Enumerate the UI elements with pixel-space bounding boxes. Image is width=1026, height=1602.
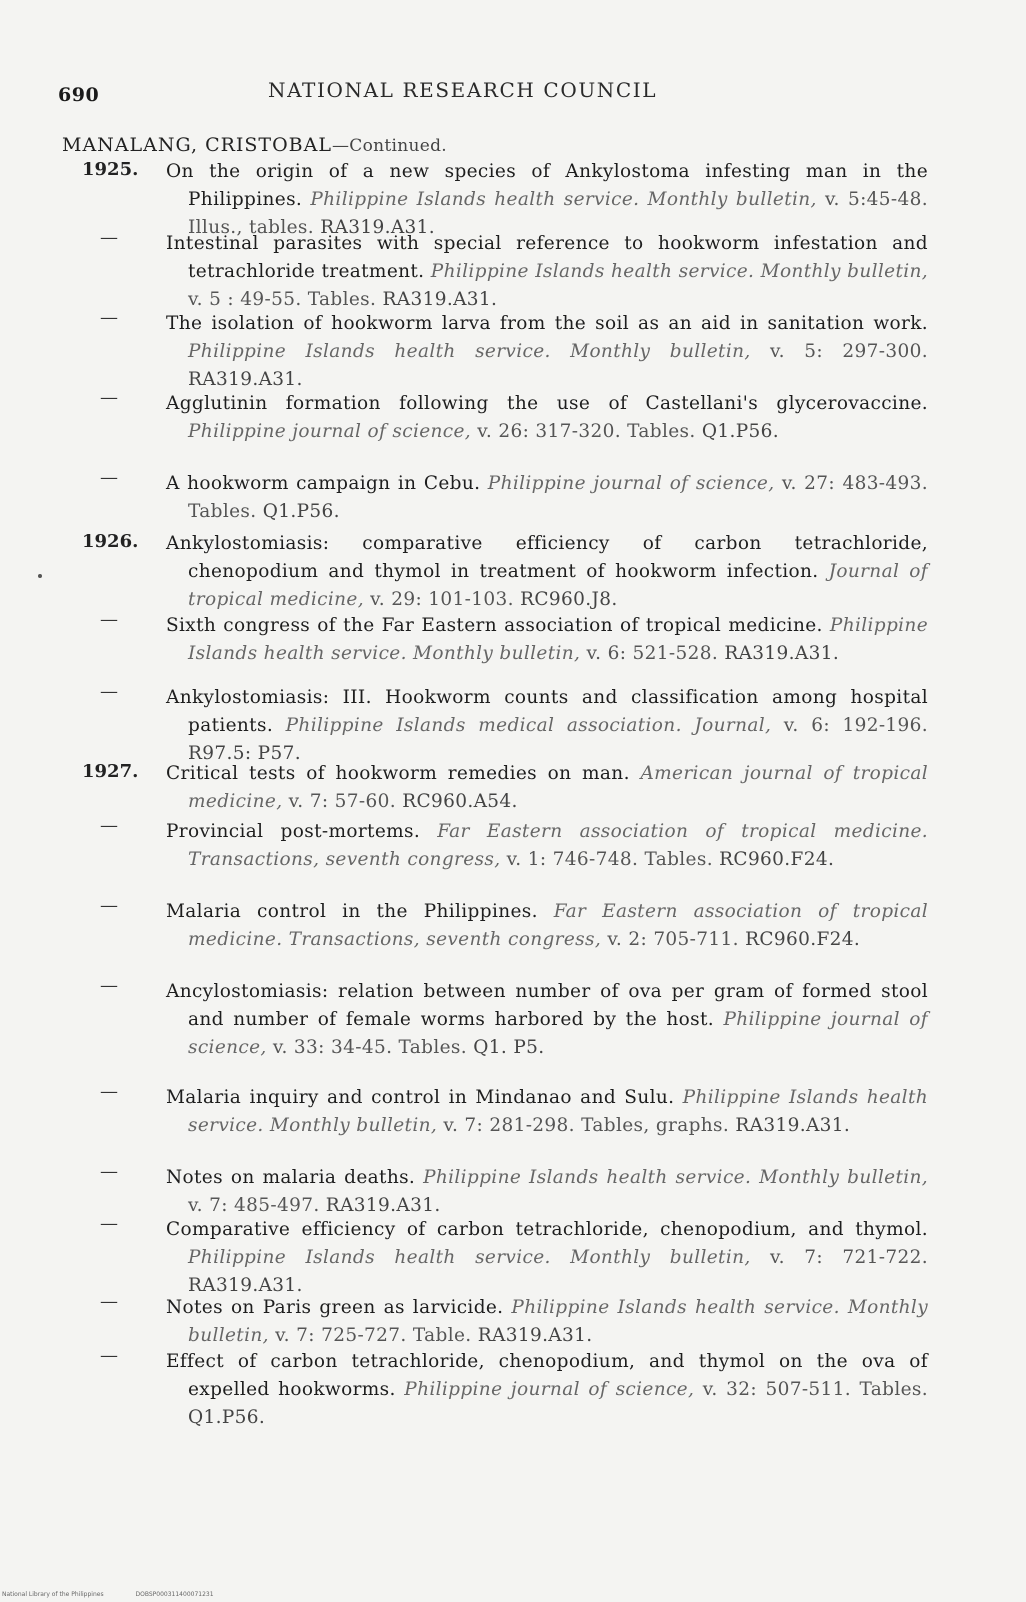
author-heading (62, 134, 447, 156)
entry-dash: — (100, 1345, 118, 1366)
footer-library: National Library of the Philippines (2, 1591, 104, 1598)
entry-details: v. 5: 297-300. (770, 341, 928, 362)
entry-title: The isolation of hookworm larva from the soil as an aid in sanitation work. (166, 313, 928, 334)
entry-source: Philippine Islands health service. Monthly bulletin, (188, 1297, 928, 1346)
entry-details: v. 6: 521-528. (586, 643, 719, 664)
entry-dash: — (100, 1213, 118, 1234)
entry-source: Far Eastern association of tropical medicine. Transactions, seventh congress, (188, 901, 929, 950)
entry-source: American journal of tropical medicine, (188, 763, 928, 812)
entry-source: Philippine Islands health service. Monthly bulletin, (430, 261, 929, 282)
entry-details: v. 1: 746-748. Tables. (506, 849, 713, 870)
entry-title: Intestinal parasites with special reference to hookworm infestation and tetrachloride treatment. (166, 233, 928, 282)
author-name: MANALANG, CRISTOBAL (62, 134, 332, 156)
entry-call-number: Q1.P56. (262, 501, 340, 522)
page-number: 690 (58, 84, 100, 106)
entry-details: v. 7: 721-722. (770, 1247, 928, 1268)
entry-citation (166, 978, 928, 1062)
entry-citation (166, 898, 928, 954)
entry-source: Far Eastern association of tropical medicine. Transactions, seventh congress, (188, 821, 929, 870)
entry-details: v. 7: 485-497. (188, 1195, 320, 1216)
entry-year: 1927. (82, 761, 139, 782)
entry-details: v. 7: 281-298. Tables, graphs. (443, 1115, 730, 1136)
entry-citation (166, 470, 928, 526)
entry-citation (166, 1084, 928, 1140)
entry-title: Effect of carbon tetrachloride, chenopodium, and thymol on the ova of expelled hookworms. (166, 1351, 928, 1400)
entry-dash: — (100, 307, 118, 328)
entry-call-number: RA319.A31. (325, 1195, 441, 1216)
entry-source: Philippine journal of science, (404, 1379, 695, 1400)
entry-dash: — (100, 815, 118, 836)
entry-call-number: RA319.A31. (382, 289, 498, 310)
scan-footer (2, 1591, 244, 1598)
entry-dash: — (100, 609, 118, 630)
entry-source: Philippine Islands health service. Monthly bulletin, (188, 1247, 751, 1268)
entry-details: v. 29: 101-103. (370, 589, 514, 610)
entry-title: Notes on Paris green as larvicide. (166, 1297, 504, 1318)
entry-details: v. 5:45-48. Illus., tables. (188, 189, 928, 238)
entry-source: Philippine journal of science, (487, 473, 775, 494)
entry-details: v. 2: 705-711. (607, 929, 739, 950)
entry-source: Journal of tropical medicine, (188, 561, 928, 610)
entry-call-number: RC960.A54. (402, 791, 518, 812)
entry-citation (166, 310, 928, 394)
entry-details: v. 27: 483-493. Tables. (188, 473, 929, 522)
entry-citation (166, 684, 928, 768)
entry-source: Philippine Islands health service. Monthly bulletin, (310, 189, 817, 210)
entry-title: Notes on malaria deaths. (166, 1167, 416, 1188)
entry-dash: — (100, 895, 118, 916)
entry-details: v. 7: 725-727. Table. (275, 1325, 472, 1346)
author-continued: —Continued. (331, 136, 447, 156)
entry-call-number: RA319.A31. (724, 643, 840, 664)
entry-details: v. 6: 192-196. (783, 715, 929, 736)
entry-dash: — (100, 227, 118, 248)
footer-id: DOBSP000311400071231 (135, 1591, 214, 1598)
entry-title: Agglutinin formation following the use of Castellani's glycerovaccine. (166, 393, 928, 414)
entry-title: Sixth congress of the Far Eastern association of tropical medicine. (166, 615, 823, 636)
entry-dash: — (100, 467, 118, 488)
entry-source: Philippine Islands health service. Monthly bulletin, (188, 341, 751, 362)
entry-details: v. 26: 317-320. Tables. (477, 421, 696, 442)
entry-call-number: RA319.A31. (188, 1275, 303, 1296)
entry-dash: — (100, 1291, 118, 1312)
entry-call-number: RC960.F24. (745, 929, 861, 950)
entry-title: Provincial post-mortems. (166, 821, 421, 842)
entry-call-number: RA319.A31. (477, 1325, 593, 1346)
entry-title: Ancylostomiasis: relation between number of ova per gram of formed stool and number of female worms harbored by the host. (166, 981, 928, 1030)
entry-title: Malaria control in the Philippines. (166, 901, 538, 922)
entry-call-number: RA319.A31. (735, 1115, 851, 1136)
entry-call-number: R97.5: P57. (188, 743, 301, 764)
entry-citation (166, 530, 928, 614)
entry-source: Philippine journal of science, (188, 1009, 928, 1058)
entry-dash: — (100, 1161, 118, 1182)
entry-citation (166, 1164, 928, 1220)
entry-title: Malaria inquiry and control in Mindanao and Sulu. (166, 1087, 675, 1108)
entry-citation (166, 230, 928, 314)
entry-source: Philippine Islands health service. Monthly bulletin, (188, 1087, 928, 1136)
entry-source: Philippine Islands medical association. Journal, (285, 715, 772, 736)
entry-title: On the origin of a new species of Ankylostoma infesting man in the Philippines. (166, 161, 928, 210)
entry-title: Critical tests of hookworm remedies on man. (166, 763, 630, 784)
entry-citation (166, 390, 928, 446)
entry-citation (166, 612, 928, 668)
running-head: NATIONAL RESEARCH COUNCIL (268, 78, 658, 102)
entry-citation (166, 1348, 928, 1432)
entry-source: Philippine Islands health service. Monthly bulletin, (423, 1167, 928, 1188)
entry-details: v. 33: 34-45. Tables. (272, 1037, 467, 1058)
entry-call-number: RA319.A31. (188, 369, 303, 390)
entry-dash: — (100, 387, 118, 408)
entry-year: 1926. (82, 531, 139, 552)
entry-source: Philippine journal of science, (188, 421, 472, 442)
entry-details: v. 32: 507-511. Tables. (702, 1379, 929, 1400)
entry-year: 1925. (82, 159, 139, 180)
entry-call-number: RA319.A31. (320, 217, 435, 238)
entry-title: A hookworm campaign in Cebu. (166, 473, 481, 494)
entry-citation (166, 1294, 928, 1350)
entry-source: Philippine Islands health service. Monthly bulletin, (188, 615, 928, 664)
entry-call-number: RC960.J8. (520, 589, 618, 610)
entry-dash: — (100, 975, 118, 996)
entry-citation (166, 818, 928, 874)
entry-details: v. 7: 57-60. (288, 791, 396, 812)
entry-call-number: Q1.P56. (701, 421, 780, 442)
entry-title: Ankylostomiasis: III. Hookworm counts and classification among hospital patients. (166, 687, 928, 736)
entry-title: Comparative efficiency of carbon tetrachloride, chenopodium, and thymol. (166, 1219, 928, 1240)
margin-mark (38, 574, 42, 578)
entry-dash: — (100, 681, 118, 702)
entry-details: v. 5 : 49-55. Tables. (188, 289, 377, 310)
entry-call-number: RC960.F24. (719, 849, 835, 870)
entry-citation (166, 1216, 928, 1300)
entry-call-number: Q1.P56. (188, 1407, 266, 1428)
entry-call-number: Q1. P5. (473, 1037, 545, 1058)
entry-title: Ankylostomiasis: comparative efficiency of carbon tetrachloride, chenopodium and thymol in treatment of hookworm infection. (166, 533, 928, 582)
entry-dash: — (100, 1081, 118, 1102)
entry-citation (166, 760, 928, 816)
